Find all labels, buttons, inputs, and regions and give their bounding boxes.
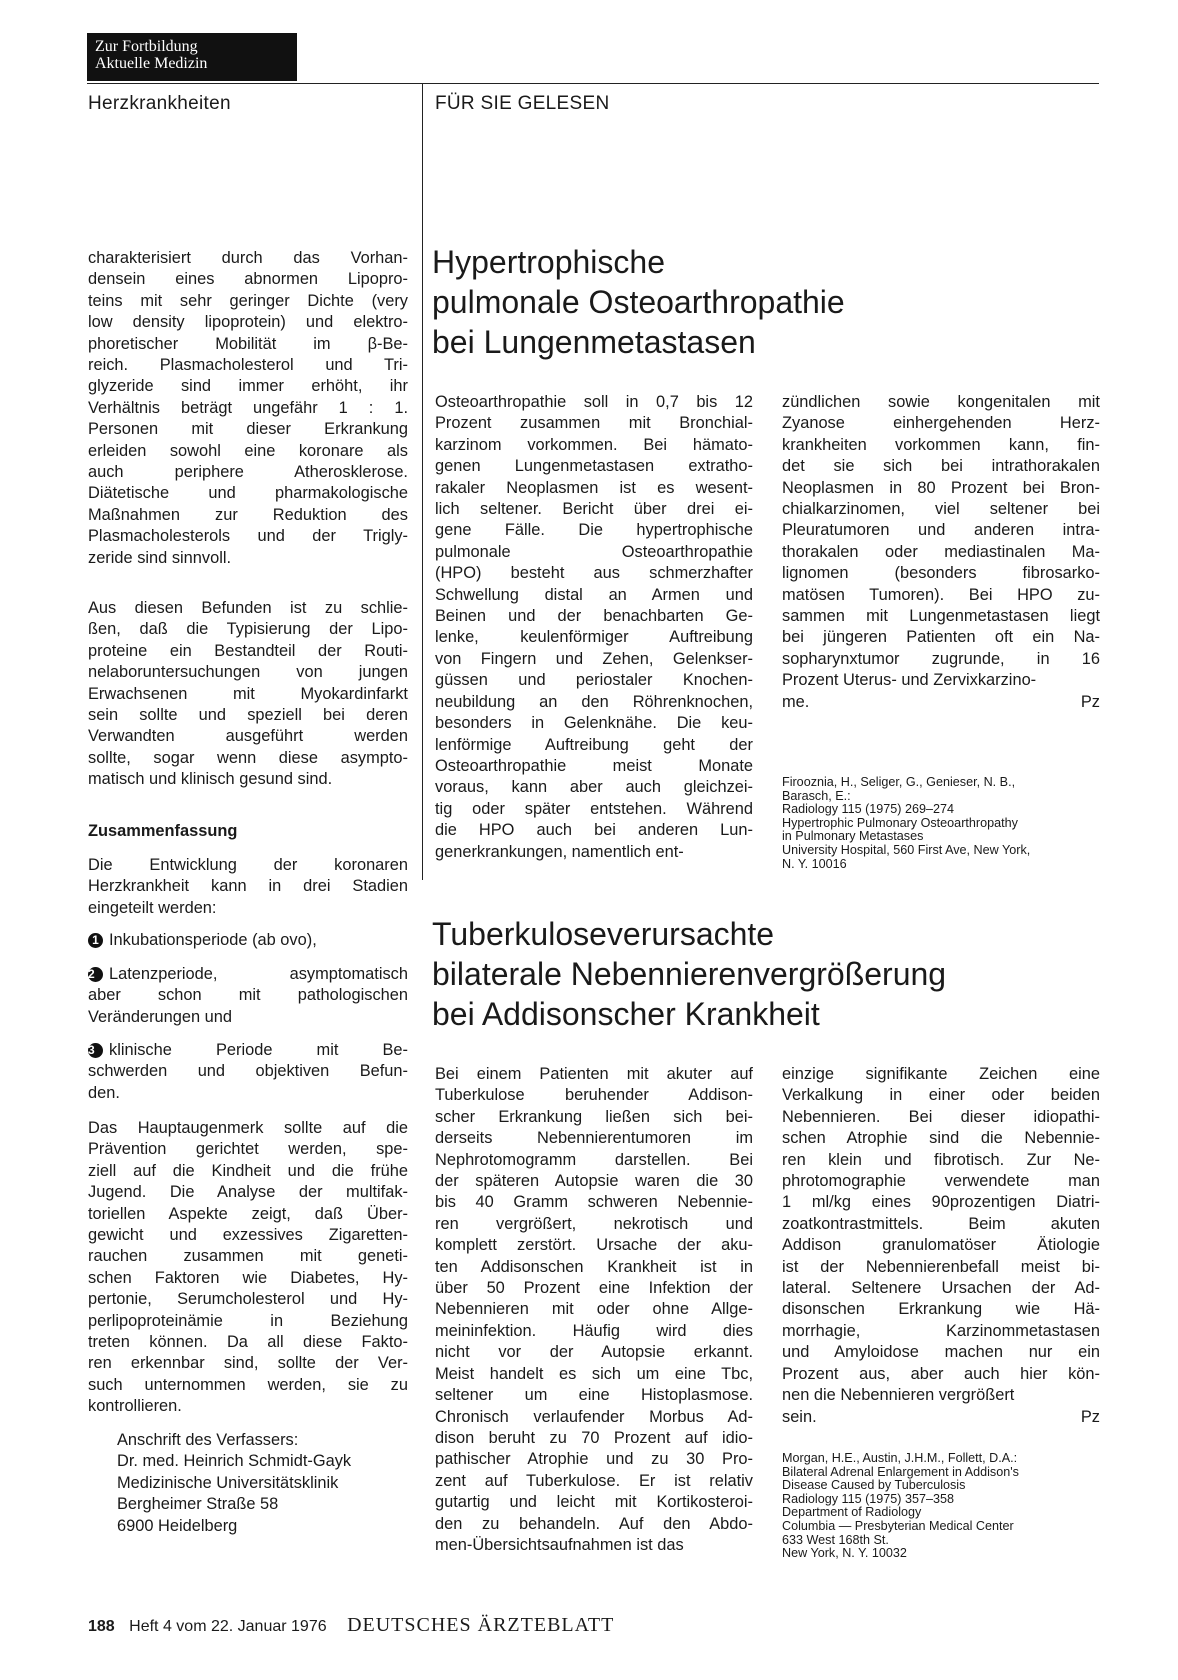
stage-2: [88, 964, 408, 1028]
text-line: Columbia — Presbyterian Medical Center: [782, 1518, 1014, 1533]
text-line: men-Übersichtsaufnahmen ist das: [435, 1535, 684, 1554]
text-line: sammen mit Lungenmetastasen liegt: [782, 607, 1100, 626]
text-line: einzige signifikante Zeichen eine: [782, 1065, 1100, 1083]
text-line: schwerden und objektiven Befun-: [88, 1062, 408, 1081]
article1-col1: [435, 392, 753, 863]
text-line: 633 West 168th St.: [782, 1532, 889, 1547]
article2-col1: [435, 1064, 753, 1556]
article2-reference: [782, 1452, 1100, 1561]
article1-reference: [782, 776, 1100, 871]
stage-number-icon: 3: [88, 1043, 103, 1058]
text-line: derseits Nebennierentumoren im: [435, 1129, 753, 1148]
text-line: thorakalen oder mediastinalen Ma-: [782, 542, 1100, 561]
text-line: bei jüngeren Patienten oft ein Na-: [782, 628, 1100, 647]
page-number: 188: [88, 1618, 115, 1635]
text-line: über 50 Prozent eine Infektion der: [435, 1279, 753, 1298]
text-line: Radiology 115 (1975) 269–274: [782, 802, 955, 817]
text-line: bilaterale Nebennierenvergrößerung: [432, 956, 947, 992]
text-line: chialkarzinomen, viel seltener bei: [782, 500, 1100, 519]
text-line: tig oder später entstehen. Während: [435, 799, 753, 818]
text-line: sein sollte und speziell bei deren: [88, 706, 408, 725]
text-line: Plasmacholesterols und der Trigly-: [88, 527, 408, 546]
text-line: zündlichen sowie kongenitalen mit: [782, 393, 1100, 411]
text-line: pathischer Atrophie und zu 30 Pro-: [435, 1450, 753, 1469]
text-line: die HPO auch bei anderen Lun-: [435, 821, 753, 840]
text-line: matösen Tumoren). Bei HPO zu-: [782, 585, 1100, 604]
article1-title: [432, 242, 845, 362]
text-line: Die Entwicklung der koronaren: [88, 856, 408, 874]
text-line: Bergheimer Straße 58: [117, 1495, 279, 1514]
text-line: 3 klinische Periode mit Be-: [88, 1041, 408, 1059]
text-line: Personen mit dieser Erkrankung: [88, 420, 408, 439]
text-line: sollte, sogar wenn diese asympto-: [88, 748, 408, 767]
text-line: lenke, keulenförmiger Auftreibung: [435, 628, 753, 647]
page-footer: [88, 1614, 614, 1637]
left-para-1: [88, 248, 408, 569]
text-line: such unternommen werden, sie zu: [88, 1375, 408, 1394]
text-line: Maßnahmen zur Reduktion des: [88, 505, 408, 524]
text-line: in Pulmonary Metastases: [782, 829, 924, 844]
text-line: perlipoproteinämie in Beziehung: [88, 1311, 408, 1330]
text-line: New York, N. Y. 10032: [782, 1546, 907, 1561]
text-line: Prävention gerichtet werden, spe-: [88, 1140, 408, 1159]
text-line: toriellen Aspekte zeigt, daß Über-: [88, 1204, 408, 1223]
text-line: Aus diesen Befunden ist zu schlie-: [88, 599, 408, 617]
article1-col2-text: [782, 392, 1100, 692]
text-line: Schwellung distal an Armen und: [435, 585, 753, 604]
stage-number-icon: 1: [88, 933, 103, 948]
text-line: komplett zerstört. Ursache der aku-: [435, 1236, 753, 1255]
text-line: voraus, kann aber auch gleichzei-: [435, 778, 753, 797]
text-line: 2 Latenzperiode, asymptomatisch: [88, 965, 408, 983]
text-line: ziell auf die Kindheit und die frühe: [88, 1161, 408, 1180]
stage-3-text: [88, 1040, 408, 1104]
text-line: Barasch, E.:: [782, 788, 851, 803]
text-line: Morgan, H.E., Austin, J.H.M., Follett, D.A.:: [782, 1451, 1018, 1465]
text-line: nelaboruntersuchungen von jungen: [88, 663, 408, 682]
text-line: 6900 Heidelberg: [117, 1516, 238, 1535]
series-label-line2: Aktuelle Medizin: [95, 55, 208, 72]
text-line: 1 ml/kg eines 90prozentigen Diatri-: [782, 1193, 1100, 1212]
text-line: charakterisiert durch das Vorhan-: [88, 249, 408, 267]
article1-signature: Pz: [1080, 692, 1100, 711]
text-line: proteine ein Bestandteil der Routi-: [88, 641, 408, 660]
text-line: schen Atrophie sind die Nebennie-: [782, 1129, 1100, 1148]
article2-last-word: sein.: [782, 1407, 817, 1426]
text-line: Tuberkuloseverursachte: [432, 916, 775, 952]
text-line: Neoplasmen in 80 Prozent bei Bron-: [782, 478, 1100, 497]
text-line: aber schon mit pathologischen: [88, 986, 408, 1005]
text-line: Herzkrankheit kann in drei Stadien: [88, 877, 408, 896]
summary-intro: [88, 855, 408, 919]
journal-name: DEUTSCHES ÄRZTEBLATT: [347, 1614, 615, 1636]
article2-signature: Pz: [1080, 1407, 1100, 1426]
text-line: meininfektion. Häufig wird dies: [435, 1321, 753, 1340]
text-line: Radiology 115 (1975) 357–358: [782, 1491, 955, 1506]
text-line: zoatkontrastmittels. Beim akuten: [782, 1214, 1100, 1233]
text-line: Nebennieren. Bei dieser idiopathi-: [782, 1107, 1100, 1126]
text-line: gewicht und exzessives Zigaretten-: [88, 1226, 408, 1245]
text-line: det sie sich bei intrathorakalen: [782, 457, 1100, 476]
text-line: glyzeride sind immer erhöht, ihr: [88, 377, 408, 396]
text-line: Disease Caused by Tuberculosis: [782, 1478, 966, 1493]
article1-col2: [782, 392, 1100, 713]
left-para-3: [88, 1118, 408, 1418]
text-line: nen die Nebennieren vergrößert: [782, 1386, 1015, 1405]
stage-3: [88, 1040, 408, 1104]
text-line: pulmonale Osteoarthropathie: [435, 542, 753, 561]
text-line: University Hospital, 560 First Ave, New York,: [782, 842, 1031, 857]
text-line: Veränderungen und: [88, 1007, 233, 1026]
text-line: bei Addisonscher Krankheit: [432, 996, 820, 1032]
text-line: ren erkennbar sind, sollte der Ver-: [88, 1354, 408, 1373]
text-line: seltener um eine Histoplasmose.: [435, 1386, 753, 1405]
text-line: phrotomographie verwendete man: [782, 1172, 1100, 1191]
text-line: Diätetische und pharmakologische: [88, 484, 408, 503]
stage-1-text: [88, 930, 408, 951]
stage-1: [88, 930, 408, 951]
text-line: lenförmige Auftreibung geht der: [435, 735, 753, 754]
text-line: (HPO) besteht aus schmerzhafter: [435, 564, 753, 583]
text-line: Zyanose einhergehenden Herz-: [782, 414, 1100, 433]
text-line: zeride sind sinnvoll.: [88, 548, 232, 567]
text-line: Firooznia, H., Seliger, G., Genieser, N. B.,: [782, 775, 1016, 789]
text-line: morrhagie, Karzinommetastasen: [782, 1321, 1100, 1340]
text-line: auch periphere Atherosklerose.: [88, 463, 408, 482]
text-line: lignomen (besonders fibrosarko-: [782, 564, 1100, 583]
issue-info: Heft 4 vom 22. Januar 1976: [129, 1618, 327, 1635]
text-line: Nephrotomogramm darstellen. Bei: [435, 1150, 753, 1169]
text-line: Chronisch verlaufender Morbus Ad-: [435, 1407, 753, 1426]
text-line: besonders in Gelenknähe. Die keu-: [435, 714, 753, 733]
left-para-2: [88, 598, 408, 791]
text-line: erleiden sowohl eine koronare als: [88, 441, 408, 460]
summary-heading: Zusammenfassung: [88, 822, 238, 840]
text-line: Verwandten ausgeführt werden: [88, 727, 408, 746]
text-line: disonschen Erkrankung wie Hä-: [782, 1300, 1100, 1319]
text-line: rauchen zusammen mit geneti-: [88, 1247, 408, 1266]
text-line: Verhältnis beträgt ungefähr 1 : 1.: [88, 398, 408, 417]
text-line: Tuberkulose beruhender Addison-: [435, 1086, 753, 1105]
text-line: Department of Radiology: [782, 1505, 922, 1520]
text-line: krankheiten vorkommen kann, fin-: [782, 435, 1100, 454]
text-line: Anschrift des Verfassers:: [117, 1431, 299, 1449]
text-line: bis 40 Gramm schweren Nebennie-: [435, 1193, 753, 1212]
text-line: den.: [88, 1083, 120, 1102]
column-divider: [422, 83, 423, 880]
text-line: N. Y. 10016: [782, 856, 847, 871]
text-line: teins mit sehr geringer Dichte (very: [88, 291, 408, 310]
text-line: scher Erkrankung ließen sich bei-: [435, 1107, 753, 1126]
text-line: Bei einem Patienten mit akuter auf: [435, 1065, 753, 1083]
section-heading-left: Herzkrankheiten: [88, 93, 231, 114]
stage-2-text: [88, 964, 408, 1028]
text-line: genen Lungenmetastasen extratho-: [435, 457, 753, 476]
stage-number-icon: 2: [88, 967, 103, 982]
text-line: Verkalkung in einer oder beiden: [782, 1086, 1100, 1105]
text-line: low density lipoprotein) und elektro-: [88, 313, 408, 332]
text-line: matisch und klinisch gesund sind.: [88, 770, 333, 789]
text-line: Addison granulomatöser Ätiologie: [782, 1236, 1100, 1255]
text-line: neubildung an den Röhrenknochen,: [435, 692, 753, 711]
text-line: ten Addisonschen Krankheit ist in: [435, 1257, 753, 1276]
text-line: generkrankungen, namentlich ent-: [435, 842, 684, 861]
section-heading-right: FÜR SIE GELESEN: [435, 93, 610, 114]
text-line: treten können. Da all diese Fakto-: [88, 1333, 408, 1352]
text-line: den zu behandeln. Auf den Abdo-: [435, 1514, 753, 1533]
text-line: karzinom vorkommen. Bei hämato-: [435, 435, 753, 454]
text-line: Bilateral Adrenal Enlargement in Addison's: [782, 1464, 1019, 1479]
text-line: Prozent Uterus- und Zervixkarzino-: [782, 671, 1037, 690]
article2-signoff: [782, 1407, 1100, 1428]
article1-signoff: [782, 692, 1100, 713]
article2-col2: [782, 1064, 1100, 1428]
text-line: und Amyloidose machen nur ein: [782, 1343, 1100, 1362]
text-line: reich. Plasmacholesterol und Tri-: [88, 356, 408, 375]
text-line: lich seltener. Bericht über drei ei-: [435, 500, 753, 519]
text-line: Hypertrophische: [432, 244, 665, 280]
author-address: [117, 1430, 351, 1537]
text-line: pertonie, Serumcholesterol und Hy-: [88, 1290, 408, 1309]
text-line: densein eines abnormen Lipopro-: [88, 270, 408, 289]
article2-title: [432, 914, 946, 1034]
text-line: von Fingern und Zehen, Gelenkser-: [435, 649, 753, 668]
text-line: Beinen und der benachbarten Ge-: [435, 607, 753, 626]
text-line: Pleuratumoren und anderen intra-: [782, 521, 1100, 540]
text-line: lateral. Seltenere Ursachen der Ad-: [782, 1279, 1100, 1298]
text-line: Erwachsenen mit Myokardinfarkt: [88, 684, 408, 703]
text-line: gutartig und leicht mit Kortikosteroi-: [435, 1493, 753, 1512]
text-line: sopharynxtumor zugrunde, in 16: [782, 649, 1100, 668]
text-line: ren klein und fibrotisch. Zur Ne-: [782, 1150, 1100, 1169]
text-line: ren vergrößert, nekrotisch und: [435, 1214, 753, 1233]
text-line: Medizinische Universitätsklinik: [117, 1473, 339, 1492]
text-line: 1 Inkubationsperiode (ab ovo),: [88, 930, 408, 951]
text-line: Das Hauptaugenmerk sollte auf die: [88, 1119, 408, 1137]
text-line: schen Faktoren wie Diabetes, Hy-: [88, 1268, 408, 1287]
text-line: Meist handelt es sich um eine Tbc,: [435, 1364, 753, 1383]
text-line: eingeteilt werden:: [88, 898, 217, 917]
text-line: dison beruht zu 70 Prozent auf idio-: [435, 1428, 753, 1447]
text-line: kontrollieren.: [88, 1397, 182, 1416]
text-line: Osteoarthropathie meist Monate: [435, 756, 753, 775]
text-line: Prozent aus, aber auch hier kön-: [782, 1364, 1100, 1383]
series-label: [87, 33, 297, 81]
text-line: Dr. med. Heinrich Schmidt-Gayk: [117, 1452, 352, 1471]
article2-col2-text: [782, 1064, 1100, 1407]
text-line: Nebennieren mit oder ohne Allge-: [435, 1300, 753, 1319]
text-line: zent auf Tuberkulose. Er ist relativ: [435, 1471, 753, 1490]
text-line: ist der Nebennierenbefall meist bi-: [782, 1257, 1100, 1276]
series-label-line1: Zur Fortbildung: [95, 38, 198, 55]
text-line: Jugend. Die Analyse der multifak-: [88, 1183, 408, 1202]
text-line: güssen und periostaler Knochen-: [435, 671, 753, 690]
text-line: Osteoarthropathie soll in 0,7 bis 12: [435, 393, 753, 411]
text-line: pulmonale Osteoarthropathie: [432, 284, 845, 320]
text-line: nicht vor der Autopsie erkannt.: [435, 1343, 753, 1362]
header-rule: [87, 83, 1099, 84]
text-line: phoretischer Mobilität im β-Be-: [88, 334, 408, 353]
text-line: ßen, daß die Typisierung der Lipo-: [88, 620, 408, 639]
text-line: der späteren Autopsie waren die 30: [435, 1172, 753, 1191]
text-line: gene Fälle. Die hypertrophische: [435, 521, 753, 540]
text-line: bei Lungenmetastasen: [432, 324, 756, 360]
text-line: Prozent zusammen mit Bronchial-: [435, 414, 753, 433]
text-line: rakaler Neoplasmen ist es wesent-: [435, 478, 753, 497]
text-line: Hypertrophic Pulmonary Osteoarthropathy: [782, 815, 1018, 830]
article1-last-word: me.: [782, 692, 810, 711]
